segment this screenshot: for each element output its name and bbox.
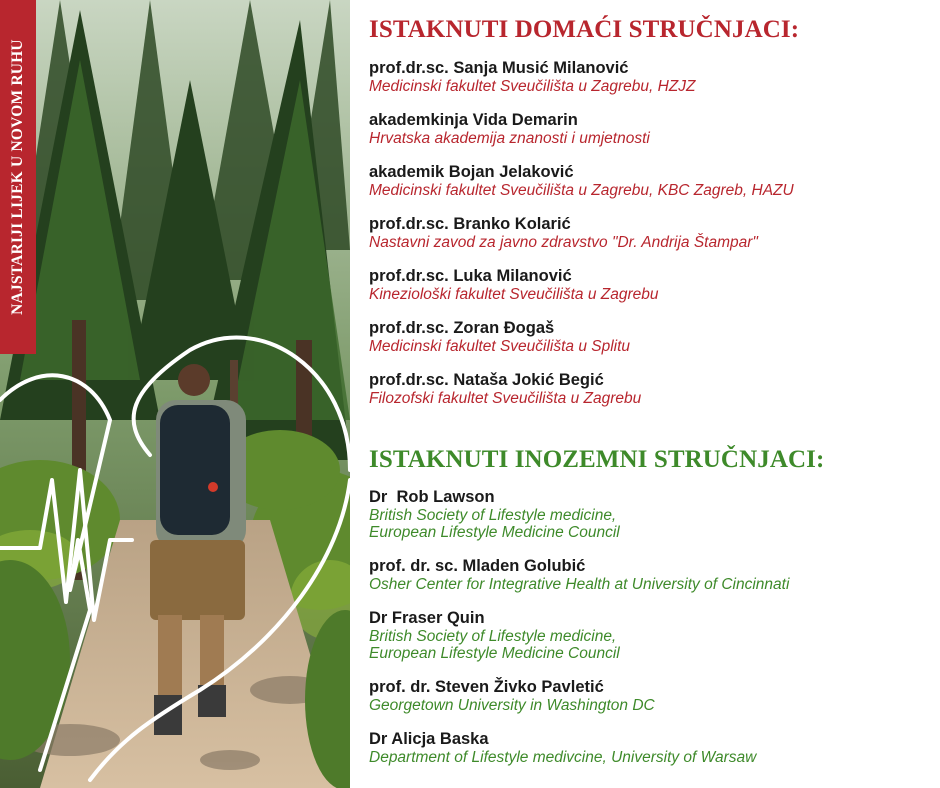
expert-name: Dr Rob Lawson bbox=[369, 488, 495, 506]
expert-affiliation: Department of Lifestyle medivcine, University of Warsaw bbox=[369, 749, 757, 766]
expert-affiliation: Filozofski fakultet Sveučilišta u Zagrebu bbox=[369, 390, 642, 407]
expert-name: prof.dr.sc. Sanja Musić Milanović bbox=[369, 59, 629, 77]
expert-affiliation: British Society of Lifestyle medicine, bbox=[369, 507, 617, 524]
expert-affiliation: British Society of Lifestyle medicine, bbox=[369, 628, 617, 645]
expert-name: prof. dr. Steven Živko Pavletić bbox=[369, 678, 604, 696]
domestic-experts-heading: ISTAKNUTI DOMAĆI STRUČNJACI: bbox=[369, 16, 800, 43]
expert-entry bbox=[369, 557, 789, 593]
expert-name: Dr Alicja Baska bbox=[369, 730, 489, 748]
expert-entry bbox=[369, 678, 789, 714]
expert-entry bbox=[369, 730, 789, 766]
expert-entry bbox=[369, 59, 794, 95]
expert-entry bbox=[369, 319, 794, 355]
expert-name: Dr Fraser Quin bbox=[369, 609, 485, 627]
hiker-forest-photo bbox=[0, 0, 350, 788]
expert-name: prof.dr.sc. Zoran Đogaš bbox=[369, 319, 555, 337]
expert-name: prof.dr.sc. Branko Kolarić bbox=[369, 215, 571, 233]
expert-entry bbox=[369, 488, 789, 541]
expert-affiliation: European Lifestyle Medicine Council bbox=[369, 524, 620, 541]
expert-name: akademik Bojan Jelaković bbox=[369, 163, 574, 181]
expert-affiliation: Hrvatska akademija znanosti i umjetnosti bbox=[369, 130, 650, 147]
expert-affiliation: Nastavni zavod za javno zdravstvo "Dr. Andrija Štampar" bbox=[369, 234, 758, 251]
expert-name: prof.dr.sc. Luka Milanović bbox=[369, 267, 572, 285]
expert-affiliation: Georgetown University in Washington DC bbox=[369, 697, 655, 714]
expert-name: prof.dr.sc. Nataša Jokić Begić bbox=[369, 371, 604, 389]
expert-entry bbox=[369, 111, 794, 147]
expert-entry bbox=[369, 609, 789, 662]
foreign-experts-list bbox=[369, 488, 789, 782]
domestic-experts-list bbox=[369, 59, 794, 423]
forest-illustration bbox=[0, 0, 350, 788]
expert-affiliation: Medicinski fakultet Sveučilišta u Splitu bbox=[369, 338, 631, 355]
foreign-experts-heading: ISTAKNUTI INOZEMNI STRUČNJACI: bbox=[369, 446, 825, 473]
expert-name: prof. dr. sc. Mladen Golubić bbox=[369, 557, 586, 575]
expert-affiliation: Medicinski fakultet Sveučilišta u Zagrebu, HZJZ bbox=[369, 78, 696, 95]
expert-entry bbox=[369, 215, 794, 251]
expert-affiliation: Osher Center for Integrative Health at University of Cincinnati bbox=[369, 576, 790, 593]
expert-entry bbox=[369, 267, 794, 303]
side-banner-text: NAJSTARIJI LIJEK U NOVOM RUHU bbox=[9, 39, 26, 315]
expert-name: akademkinja Vida Demarin bbox=[369, 111, 578, 129]
side-banner bbox=[0, 0, 36, 354]
expert-entry bbox=[369, 163, 794, 199]
expert-affiliation: Kineziološki fakultet Sveučilišta u Zagrebu bbox=[369, 286, 659, 303]
expert-affiliation: European Lifestyle Medicine Council bbox=[369, 645, 620, 662]
expert-affiliation: Medicinski fakultet Sveučilišta u Zagrebu, KBC Zagreb, HAZU bbox=[369, 182, 794, 199]
expert-entry bbox=[369, 371, 794, 407]
